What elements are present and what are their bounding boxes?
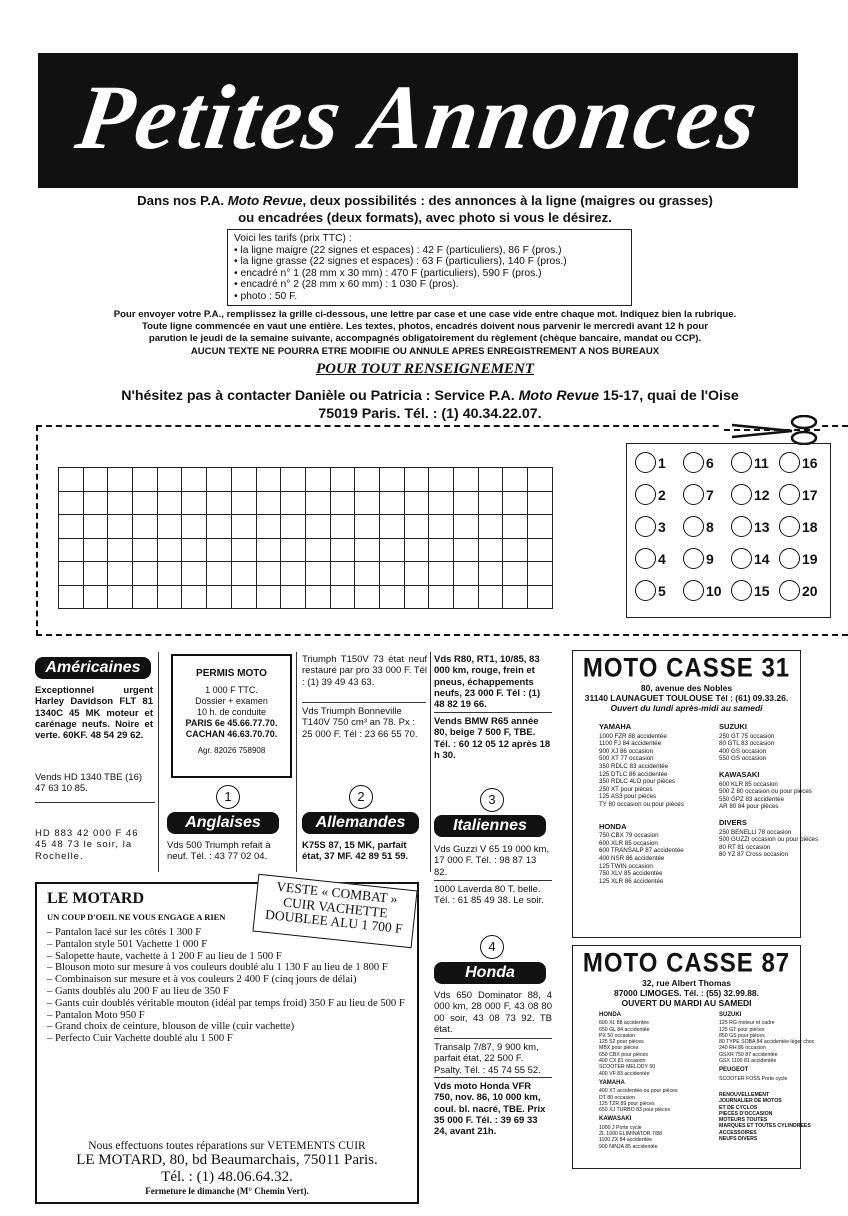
rubrique-option-11[interactable] (731, 452, 769, 473)
letter-cell[interactable] (429, 562, 454, 586)
rubrique-option-12[interactable] (731, 484, 770, 505)
instruction-line: parution le jeudi de la semaine suivante, accompagnés obligatoirement du règlement (chèque bancaire, mandat ou CCP). (148, 333, 702, 345)
rubrique-checkbox[interactable] (683, 452, 704, 473)
letter-cell[interactable] (257, 539, 282, 563)
instruction-line: Pour envoyer votre P.A., remplissez la grille ci-dessous, une lettre par case et une case vide entre chaque mot. Indiquez bien la rubrique. (113, 309, 737, 320)
moto-casse-87-right (719, 1012, 815, 1143)
letter-cell[interactable] (232, 468, 257, 492)
ad-americaines-3: HD 883 42 000 F 46 45 48 73 le soir, la Rochelle. (35, 828, 139, 862)
letter-cell[interactable] (207, 586, 232, 610)
letter-cell[interactable] (158, 562, 183, 586)
letter-cell[interactable] (479, 515, 504, 539)
rubrique-option-8[interactable] (683, 516, 714, 537)
letter-cell[interactable] (133, 539, 158, 563)
permis-title: PERMIS MOTO (196, 668, 267, 679)
rubrique-option-15[interactable] (731, 580, 770, 601)
letter-cell[interactable] (59, 515, 84, 539)
banner-title: Petites Annonces (70, 66, 766, 168)
rubrique-option-14[interactable] (731, 548, 770, 569)
rubrique-checkbox[interactable] (731, 580, 752, 601)
motard-item: – Combinaison sur mesure et à vos couleurs 2 400 F (cinq jours de délai) (47, 974, 357, 986)
letter-cell[interactable] (306, 562, 331, 586)
intro-text: Dans nos P.A. Moto Revue, deux possibilités : des annonces à la ligne (maigres ou grasses) ou encadrées (deux formats), avec photo si vous le désirez. (137, 193, 713, 225)
letter-cell[interactable] (380, 586, 405, 610)
letter-cell[interactable] (207, 515, 232, 539)
letter-cell[interactable] (306, 539, 331, 563)
letter-cell[interactable] (306, 586, 331, 610)
letter-cell[interactable] (429, 515, 454, 539)
ad-americaines-1: Exceptionnel urgent Harley Davidson FLT 81 1340C 45 MK moteur et carénage neufs. Noire et verte. 60KF. 48 54 29 62. (35, 685, 153, 742)
tarif-item: • la ligne grasse (22 signes et espaces) : 63 F (particuliers), 140 F (pros.) (234, 256, 567, 268)
letter-cell[interactable] (84, 562, 109, 586)
letter-cell[interactable] (108, 492, 133, 516)
scissors-icon (722, 415, 822, 445)
column-divider (430, 652, 431, 872)
letter-cell[interactable] (503, 562, 528, 586)
brand-heading: YAMAHA (599, 1079, 625, 1086)
rubrique-label: 9 (706, 550, 714, 567)
rubrique-checkbox[interactable] (731, 516, 752, 537)
letter-cell[interactable] (503, 515, 528, 539)
rubrique-number-2: 2 (349, 785, 373, 809)
rubrique-option-4[interactable] (635, 548, 666, 569)
ad-allemandes-top-2: Vds Triumph Bonneville T140V 750 cm³ an 78. Px : 25 000 F. Tél : 23 66 55 70. (302, 706, 418, 740)
rubrique-label: 19 (802, 550, 818, 567)
letter-cell[interactable] (454, 492, 479, 516)
brand-list: 600 KLR 85 occasion 500 Z 80 occasion ou pour pièces 550 GPZ 83 accidentée AR 80 84 pour pièces (719, 780, 812, 811)
rubrique-checkbox[interactable] (779, 548, 800, 569)
letter-cell[interactable] (528, 586, 553, 610)
rubrique-label: 6 (706, 454, 714, 471)
letter-cell[interactable] (59, 492, 84, 516)
section-americaines: Américaines (35, 657, 151, 679)
divider (434, 880, 552, 881)
tarif-item: • encadré n° 2 (28 mm x 60 mm) : 1 030 F (pros). (234, 279, 459, 291)
rubrique-label: 20 (802, 582, 818, 599)
letter-cell[interactable] (158, 492, 183, 516)
letter-cell[interactable] (281, 468, 306, 492)
rubrique-checkbox[interactable] (635, 452, 656, 473)
letter-cell[interactable] (84, 468, 109, 492)
motard-tel: Tél. : (1) 48.06.64.32. (161, 1169, 293, 1185)
permis-paris: PARIS 6e 45.66.77.70. (185, 718, 278, 728)
letter-cell[interactable] (503, 492, 528, 516)
letter-cell[interactable] (182, 586, 207, 610)
rubrique-option-19[interactable] (779, 548, 818, 569)
letter-cell[interactable] (380, 468, 405, 492)
permis-moto-box (171, 654, 292, 778)
letter-cell[interactable] (479, 586, 504, 610)
instruction-line: Toute ligne commencée en vaut une entière. Les textes, photos, encadrés doivent nous parvenir le mercredi avant 12 h pour (141, 321, 709, 333)
tarif-item: • photo : 50 F. (234, 290, 298, 302)
letter-cell[interactable] (207, 562, 232, 586)
letter-cell[interactable] (380, 539, 405, 563)
brand-list: SCOOTER FOSS Porte cycle (719, 1075, 788, 1082)
section-honda: Honda (434, 962, 546, 984)
tarifs-box (227, 229, 632, 306)
brand-list: 400 XT accidentée ou pour pièces DT 80 occasion 125 TZR 89 pour pièces 650 XJ TURBO 83 pour pièces (599, 1088, 678, 1114)
rubrique-label: 11 (754, 454, 769, 471)
letter-cell[interactable] (84, 586, 109, 610)
ad-honda-2: Transalp 7/87, 9 900 km, parfait état, 22 500 F. Psalty. Tél. : 45 74 55 52. (434, 1042, 541, 1076)
rubrique-option-3[interactable] (635, 516, 666, 537)
letter-cell[interactable] (454, 562, 479, 586)
letter-cell[interactable] (59, 586, 84, 610)
rubrique-checkbox[interactable] (683, 484, 704, 505)
letter-cell[interactable] (158, 468, 183, 492)
rubrique-checkbox[interactable] (635, 580, 656, 601)
moto-casse-31-city: 31140 LAUNAGUET TOULOUSE Tél : (61) 09.33.26. (584, 693, 789, 703)
section-allemandes: Allemandes (302, 812, 419, 834)
letter-cell[interactable] (182, 492, 207, 516)
letter-cell[interactable] (257, 586, 282, 610)
le-motard-box (35, 878, 419, 1204)
letter-cell[interactable] (355, 562, 380, 586)
rubrique-number-3: 3 (480, 788, 504, 812)
letter-cell[interactable] (158, 586, 183, 610)
letter-cell[interactable] (232, 515, 257, 539)
letter-cell[interactable] (182, 562, 207, 586)
brand-heading: KAWASAKI (599, 1116, 632, 1123)
letter-cell[interactable] (133, 515, 158, 539)
letter-cell[interactable] (479, 562, 504, 586)
rubrique-option-5[interactable] (635, 580, 666, 601)
letter-cell[interactable] (257, 492, 282, 516)
moto-casse-87-box (572, 945, 815, 1169)
rubrique-option-10[interactable] (683, 580, 722, 601)
rubrique-label: 5 (658, 582, 666, 599)
letter-cell[interactable] (528, 515, 553, 539)
letter-cell[interactable] (503, 468, 528, 492)
letter-cell[interactable] (380, 562, 405, 586)
letter-cell[interactable] (479, 492, 504, 516)
rubrique-label: 14 (754, 550, 770, 567)
letter-cell[interactable] (528, 492, 553, 516)
rubrique-option-20[interactable] (779, 580, 818, 601)
tarif-item: • la ligne maigre (22 signes et espaces) : 42 F (particuliers), 86 F (pros.) (234, 244, 562, 256)
motard-title: LE MOTARD (47, 890, 145, 907)
letter-cell[interactable] (528, 539, 553, 563)
letter-cell[interactable] (232, 586, 257, 610)
moto-casse-31-left (599, 723, 699, 885)
permis-cachan: CACHAN 46.63.70.70. (185, 729, 278, 739)
rubrique-label: 13 (754, 518, 770, 535)
section-italiennes: Italiennes (434, 815, 546, 837)
letter-cell[interactable] (207, 468, 232, 492)
rubrique-option-9[interactable] (683, 548, 714, 569)
rubrique-checkbox[interactable] (683, 580, 704, 601)
rubrique-checkbox[interactable] (635, 516, 656, 537)
brand-heading: DIVERS (719, 817, 747, 827)
motard-item: – Grand choix de ceinture, blouson de ville (cuir vachette) (47, 1021, 295, 1033)
letter-cell[interactable] (454, 586, 479, 610)
motard-footer (47, 1140, 407, 1196)
letter-cell[interactable] (84, 492, 109, 516)
letter-cell[interactable] (355, 515, 380, 539)
letter-cell[interactable] (331, 492, 356, 516)
rubrique-option-17[interactable] (779, 484, 818, 505)
rubrique-checkbox[interactable] (731, 484, 752, 505)
letter-cell[interactable] (355, 492, 380, 516)
brand-heading: SUZUKI (719, 1012, 742, 1018)
ad-italiennes-1: Vds Guzzi V 65 19 000 km, 17 000 F. Tél. : 98 87 13 82. (434, 844, 550, 878)
letter-cell[interactable] (405, 492, 430, 516)
letter-cell[interactable] (108, 562, 133, 586)
rubrique-checkbox[interactable] (635, 484, 656, 505)
ad-italiennes-top-2: Vends BMW R65 année 80, beige 7 500 F, TBE. Tél. : 60 12 05 12 après 18 h 30. (434, 716, 551, 761)
rubrique-option-1[interactable] (635, 452, 666, 473)
motard-item: – Pantalon lacé sur les côtés 1 300 F (47, 927, 202, 938)
rubrique-label: 10 (706, 582, 722, 599)
letter-cell[interactable] (479, 468, 504, 492)
letter-cell[interactable] (355, 586, 380, 610)
motard-closing: Fermeture le dimanche (M° Chemin Vert). (145, 1186, 309, 1196)
letter-cell[interactable] (405, 562, 430, 586)
letter-cell[interactable] (380, 492, 405, 516)
letter-cell[interactable] (528, 468, 553, 492)
letter-cell[interactable] (331, 586, 356, 610)
divider (35, 802, 155, 803)
letter-cell[interactable] (429, 468, 454, 492)
letter-cell[interactable] (182, 539, 207, 563)
brand-list: 1000 J Porte cycle ZL 1000 ELIMINATOR 7/88 1100 ZX 84 accidentée 900 NINJA 85 accidentée (599, 1124, 663, 1150)
moto-casse-31-right (719, 722, 819, 859)
letter-cell[interactable] (133, 562, 158, 586)
moto-casse-31-box (572, 650, 819, 938)
brand-heading: HONDA (599, 1012, 621, 1018)
rubrique-label: 7 (706, 486, 714, 503)
letter-cell[interactable] (108, 515, 133, 539)
rubrique-checkbox[interactable] (779, 516, 800, 537)
motard-item: – Gants doublés alu 200 F au lieu de 350 F (47, 985, 229, 997)
rubrique-label: 1 (658, 454, 666, 471)
letter-cell[interactable] (331, 562, 356, 586)
letter-cell[interactable] (405, 586, 430, 610)
rubrique-checkbox[interactable] (779, 484, 800, 505)
permis-line: 1 000 F TTC. (205, 685, 258, 695)
brand-heading: PEUGEOT (719, 1067, 749, 1074)
letter-cell[interactable] (207, 539, 232, 563)
banner (38, 53, 798, 188)
motard-address: LE MOTARD, 80, bd Beaumarchais, 75011 Paris. (76, 1152, 378, 1168)
motard-tagline: UN COUP D'OEIL NE VOUS ENGAGE A RIEN (47, 912, 226, 922)
brand-list: 1000 FZR 88 accidentée 1100 FJ 84 accidentée 900 XJ 86 occasion 500 XT 77 occasion 350 RDLC 83 accidentée 125 DTLC 86 accidentée 350 RDLC 4LO pour pièces 250 XT pour pièces 125 AS3 pour pièces TY 80 occasion ou pour pièces (599, 732, 684, 808)
rubrique-option-13[interactable] (731, 516, 770, 537)
rubrique-label: 15 (754, 582, 770, 599)
divider (302, 702, 426, 703)
brand-heading: YAMAHA (599, 722, 632, 731)
letter-cell[interactable] (331, 515, 356, 539)
divider (434, 712, 552, 713)
letter-cell[interactable] (479, 539, 504, 563)
letter-cell[interactable] (232, 492, 257, 516)
rubrique-option-6[interactable] (683, 452, 714, 473)
ad-allemandes-1: K75S 87, 15 MK, parfait état, 37 MF. 42 89 51 59. (302, 840, 409, 863)
brand-heading: SUZUKI (719, 722, 747, 731)
instructions (40, 309, 810, 358)
letter-cell[interactable] (454, 468, 479, 492)
rubrique-checkbox[interactable] (731, 548, 752, 569)
motard-items (47, 927, 407, 1045)
letter-cell[interactable] (182, 515, 207, 539)
veste-callout: VESTE « COMBAT » CUIR VACHETTE DOUBLEE ALU 1 700 F (252, 874, 417, 948)
letter-cell[interactable] (108, 539, 133, 563)
brand-list: 250 BENELLI 78 occasion 500 GUZZI occasion ou pour pièces 80 RT 81 occasion 80 YZ 87 Cross occasion (719, 828, 819, 859)
letter-grid[interactable] (58, 467, 553, 609)
letter-cell[interactable] (405, 468, 430, 492)
letter-cell[interactable] (306, 492, 331, 516)
ad-honda-3: Vds moto Honda VFR 750, nov. 86, 10 000 km, coul. bl. nacré, TBE. Prix 35 000 F. Tél. : 39 69 33 24, avant 21h. (434, 1081, 546, 1138)
motard-repairs: Nous effectuons toutes réparations sur VETEMENTS CUIR (88, 1140, 366, 1152)
letter-cell[interactable] (59, 562, 84, 586)
column-divider (296, 652, 297, 872)
brand-list: 600 XL 88 accidentée 650 GL 84 accidentée PX 50 occasion 125 S2 pour pièces MBX pour pièces 650 CBX pour pièces 400 CX 81 occasion SCOOTER MELODY 50 400 VF 83 accidentée (599, 1020, 656, 1077)
column-divider (158, 652, 159, 872)
contact-text: N'hésitez pas à contacter Danièle ou Patricia : Service P.A. Moto Revue 15-17, quai de l'Oise 75019 Paris. Tél. : (1) 40.34.22.07. (121, 388, 739, 422)
renseignement-heading: POUR TOUT RENSEIGNEMENT (315, 361, 535, 377)
motard-item: – Salopette haute, vachette à 1 200 F au lieu de 1 500 F (47, 950, 282, 962)
rubrique-checkbox[interactable] (779, 452, 800, 473)
moto-casse-87-address: 32, rue Albert Thomas (642, 978, 731, 988)
letter-cell[interactable] (84, 539, 109, 563)
brand-list: 750 CBX 79 occasion 600 XLR 85 occasion 600 TRANSALP 87 accidentée 400 NSR 86 accidentée 125 TWIN occasion 750 XLV 85 accidentée 125 XLR 86 accidentée (599, 832, 684, 885)
letter-cell[interactable] (503, 539, 528, 563)
letter-cell[interactable] (281, 515, 306, 539)
rubrique-option-7[interactable] (683, 484, 714, 505)
permis-line: 10 h. de conduite (196, 707, 267, 717)
letter-cell[interactable] (158, 515, 183, 539)
rubrique-label: 18 (802, 518, 818, 535)
moto-casse-31-title: MOTO CASSE 31 (582, 653, 791, 684)
ad-allemandes-top-1: Triumph T150V 73 état neuf restauré par pro 33 000 F. Tél : (1) 39 49 43 63. (302, 654, 427, 688)
letter-cell[interactable] (281, 492, 306, 516)
brand-list: 125 RG moteur et cadre 125 GT pour pièces 850 GS pour pièces 80 TYPE SOBA 84 accidentée léger choc 240 RH 86 occasion GSXR 750 87 accidentée GSX 1100 81 accidentée (719, 1020, 815, 1065)
letter-cell[interactable] (59, 539, 84, 563)
rubrique-checkbox[interactable] (779, 580, 800, 601)
rubrique-label: 12 (754, 486, 770, 503)
motard-item: – Gants cuir doublés véritable mouton (idéal par temps froid) 350 F au lieu de 500 F (47, 997, 405, 1009)
letter-cell[interactable] (257, 562, 282, 586)
rubrique-checkbox[interactable] (731, 452, 752, 473)
moto-casse-87-title: MOTO CASSE 87 (582, 948, 791, 979)
letter-cell[interactable] (429, 492, 454, 516)
instruction-line: AUCUN TEXTE NE POURRA ETRE MODIFIE OU ANNULE APRES ENREGISTREMENT A NOS BUREAUX (190, 345, 660, 357)
rubrique-label: 8 (706, 518, 714, 535)
letter-cell[interactable] (133, 586, 158, 610)
rubrique-label: 3 (658, 518, 666, 535)
letter-cell[interactable] (257, 515, 282, 539)
letter-cell[interactable] (429, 539, 454, 563)
rubrique-checkbox[interactable] (683, 516, 704, 537)
letter-cell[interactable] (133, 468, 158, 492)
rubrique-label: 2 (658, 486, 666, 503)
rubrique-number-4: 4 (480, 935, 504, 959)
moto-casse-31-hours: Ouvert du lundi après-midi au samedi (610, 703, 763, 713)
permis-agr: Agr. 82026 758908 (197, 746, 266, 755)
letter-cell[interactable] (281, 539, 306, 563)
moto-casse-87-left (599, 1012, 699, 1150)
ad-italiennes-2: 1000 Laverda 80 T. belle. Tél. : 61 85 49 38. Le soir. (434, 884, 544, 907)
letter-cell[interactable] (306, 515, 331, 539)
rubrique-option-16[interactable] (779, 452, 818, 473)
letter-cell[interactable] (429, 586, 454, 610)
rubrique-checkbox[interactable] (635, 548, 656, 569)
rubrique-checkbox[interactable] (683, 548, 704, 569)
ad-anglaises-1: Vds 500 Triumph refait à neuf. Tél. : 43 77 02 04. (167, 840, 271, 863)
rubrique-label: 16 (802, 454, 818, 471)
rubrique-label: 4 (658, 550, 666, 567)
moto-casse-87-city: 87000 LIMOGES. Tél. : (55) 32.99.88. (613, 988, 760, 998)
letter-cell[interactable] (257, 468, 282, 492)
letter-cell[interactable] (207, 492, 232, 516)
motard-item: – Blouson moto sur mesure à vos couleurs doublé alu 1 130 F au lieu de 1 800 F (47, 962, 388, 974)
tarif-item: • encadré n° 1 (28 mm x 30 mm) : 470 F (particuliers), 590 F (pros.) (234, 267, 542, 279)
letter-cell[interactable] (281, 562, 306, 586)
moto-casse-31-address: 80, avenue des Nobles (640, 683, 733, 693)
letter-cell[interactable] (355, 468, 380, 492)
letter-cell[interactable] (355, 539, 380, 563)
tarifs-heading: Voici les tarifs (prix TTC) : (234, 233, 352, 244)
motard-item: – Pantalon style 501 Vachette 1 000 F (47, 938, 208, 950)
letter-cell[interactable] (380, 515, 405, 539)
letter-cell[interactable] (133, 492, 158, 516)
letter-cell[interactable] (232, 562, 257, 586)
letter-cell[interactable] (59, 468, 84, 492)
ad-italiennes-top-1: Vds R80, RT1, 10/85, 83 000 km, rouge, frein et pneus, échappements neufs, 23 000 F. Tél : (1) 48 82 19 66. (434, 654, 541, 711)
services-list: RENOUVELLEMENT JOURNALIER DE MOTOS ET DE CYCLOS PIECES D'OCCASION MOTEURS TOUTES MARQUES ET TOUTES CYLINDREES ACCESSOIRES NEUFS DIVERS (719, 1091, 811, 1143)
motard-item: – Perfecto Cuir Vachette doublé alu 1 500 F (47, 1033, 233, 1045)
letter-cell[interactable] (84, 515, 109, 539)
divider (434, 1038, 552, 1039)
ad-honda-1: Vds 650 Dominator 88, 4 000 km, 28 000 F, 43 08 80 00 soir, 43 08 73 92. TB état. (434, 990, 552, 1035)
letter-cell[interactable] (108, 468, 133, 492)
letter-cell[interactable] (528, 562, 553, 586)
moto-casse-87-hours: OUVERT DU MARDI AU SAMEDI (621, 998, 752, 1008)
letter-cell[interactable] (503, 586, 528, 610)
rubrique-label: 17 (802, 486, 818, 503)
letter-cell[interactable] (405, 539, 430, 563)
brand-list: 250 GT 75 occasion 80 GTL 83 occasion 400 GS occasion 550 GS occasion (719, 732, 775, 763)
letter-cell[interactable] (454, 515, 479, 539)
rubrique-number-1: 1 (216, 785, 240, 809)
letter-cell[interactable] (232, 539, 257, 563)
permis-line: Dossier + examen (195, 696, 268, 706)
divider (434, 1077, 552, 1078)
letter-cell[interactable] (108, 586, 133, 610)
letter-cell[interactable] (182, 468, 207, 492)
letter-cell[interactable] (405, 515, 430, 539)
rubrique-selector (626, 443, 831, 618)
letter-cell[interactable] (281, 586, 306, 610)
letter-cell[interactable] (331, 468, 356, 492)
letter-cell[interactable] (306, 468, 331, 492)
motard-item: – Pantalon Moto 950 F (47, 1009, 145, 1021)
ad-americaines-2: Vends HD 1340 TBE (16) 47 63 10 85. (35, 772, 143, 795)
letter-cell[interactable] (331, 539, 356, 563)
letter-cell[interactable] (158, 539, 183, 563)
section-anglaises: Anglaises (167, 812, 279, 834)
brand-heading: KAWASAKI (719, 769, 760, 779)
brand-heading: HONDA (599, 821, 627, 831)
rubrique-option-18[interactable] (779, 516, 818, 537)
letter-cell[interactable] (454, 539, 479, 563)
rubrique-option-2[interactable] (635, 484, 666, 505)
